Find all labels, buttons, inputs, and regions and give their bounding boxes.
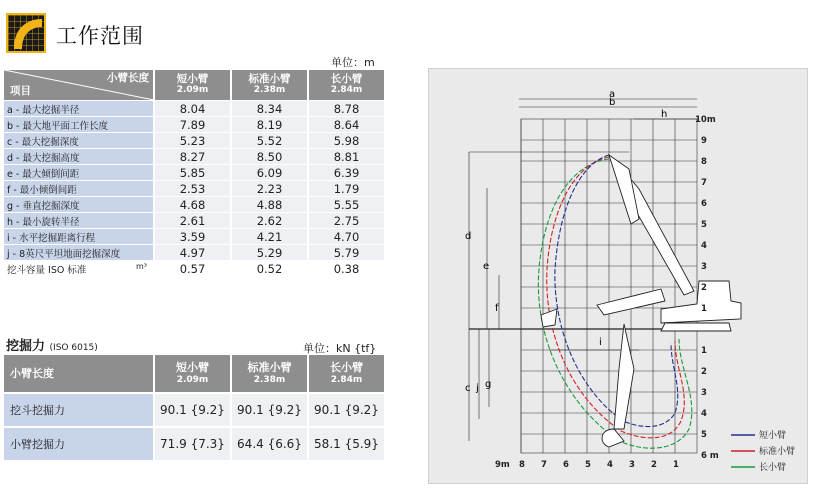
- cell-value: 5.55: [308, 197, 384, 213]
- y-label: 6: [701, 199, 707, 209]
- x-label: 3: [629, 460, 635, 470]
- legend-label-long-arm: 长小臂: [759, 463, 787, 473]
- legend-label-short-arm: 短小臂: [759, 431, 787, 441]
- y-label: 10m: [695, 115, 716, 125]
- dimension-lines: [469, 99, 697, 441]
- cell-value: 5.79: [308, 245, 384, 261]
- row-label: h - 最小旋转半径: [4, 213, 154, 229]
- cell-value: 8.64: [308, 117, 384, 133]
- x-label: 6: [563, 460, 569, 470]
- y-label: 3: [701, 262, 707, 272]
- column-header-short-arm: 短小臂 2.09m: [154, 355, 231, 393]
- bucket-capacity-row: [4, 261, 384, 277]
- cell-value: 1.79: [308, 181, 384, 197]
- cell-value: 0.57: [154, 261, 231, 277]
- dim-label-h: h: [661, 109, 668, 120]
- cell-value: 5.98: [308, 133, 384, 149]
- dim-label-i: i: [599, 337, 602, 348]
- dim-label-j: j: [476, 383, 479, 394]
- cell-value: 6.39: [308, 165, 384, 181]
- cell-value: 8.81: [308, 149, 384, 165]
- digging-force-unit-label: 单位：kN {tf}: [303, 342, 377, 355]
- cell-value: 90.1 {9.2}: [308, 393, 384, 427]
- row-label: d - 最大挖掘高度: [4, 149, 154, 165]
- digging-force-title: 挖掘力 (ISO 6015): [6, 339, 98, 354]
- dim-label-e: e: [483, 261, 490, 272]
- arm-length-header: 小臂长度: [107, 72, 149, 84]
- y-label: 1: [701, 346, 707, 356]
- cell-value: 2.75: [308, 213, 384, 229]
- cell-value: 2.61: [154, 213, 231, 229]
- cell-value: 5.52: [231, 133, 308, 149]
- table-row: [4, 197, 384, 213]
- working-range-unit-label: 单位：m: [331, 56, 375, 69]
- digging-force-table: [4, 355, 384, 460]
- y-label: 2: [701, 367, 707, 377]
- cell-value: 4.97: [154, 245, 231, 261]
- row-label: g - 垂直挖掘深度: [4, 197, 154, 213]
- work-range-logo-icon: [6, 13, 46, 53]
- y-label: 7: [701, 178, 707, 188]
- y-label: 8: [701, 157, 707, 167]
- iso-standard-label: (ISO 6015): [49, 343, 98, 353]
- cell-value: 0.38: [308, 261, 384, 277]
- row-label: e - 最大倾倒间距: [4, 165, 154, 181]
- row-label: i - 水平挖掘距离行程: [4, 229, 154, 245]
- column-header-short-arm: 短小臂 2.09m: [154, 70, 231, 101]
- dim-label-b: b: [609, 97, 616, 108]
- table-row: [4, 229, 384, 245]
- y-label: 3: [701, 388, 707, 398]
- y-label: 6 m: [701, 451, 719, 461]
- working-range-table: [4, 70, 384, 276]
- cell-value: 4.68: [154, 197, 231, 213]
- row-label: 挖斗容量 ISO 标准 m³: [4, 261, 154, 277]
- row-label: c - 最大挖掘深度: [4, 133, 154, 149]
- y-label: 1: [701, 304, 707, 314]
- cell-value: 2.62: [231, 213, 308, 229]
- legend: [731, 429, 795, 473]
- table-corner-cell: [4, 70, 154, 101]
- row-label: a - 最大挖掘半径: [4, 101, 154, 117]
- table-row: [4, 133, 384, 149]
- row-label: 小臂挖掘力: [4, 427, 154, 460]
- dim-label-d: d: [465, 231, 472, 242]
- cell-value: 90.1 {9.2}: [231, 393, 308, 427]
- cell-value: 7.89: [154, 117, 231, 133]
- row-label: j - 8英尺平坦地面挖掘深度: [4, 245, 154, 261]
- cell-value: 5.23: [154, 133, 231, 149]
- working-range-diagram: [428, 68, 808, 484]
- y-label: 5: [701, 430, 707, 440]
- cell-value: 3.59: [154, 229, 231, 245]
- cell-value: 58.1 {5.9}: [308, 427, 384, 460]
- row-label: f - 最小倾倒间距: [4, 181, 154, 197]
- cell-value: 0.52: [231, 261, 308, 277]
- cell-value: 4.88: [231, 197, 308, 213]
- x-label: 2: [651, 460, 657, 470]
- cell-value: 2.53: [154, 181, 231, 197]
- excavator-silhouette: [541, 155, 741, 447]
- x-label: 8: [519, 460, 525, 470]
- table-row: [4, 393, 384, 427]
- cell-value: 6.09: [231, 165, 308, 181]
- table-row: [4, 117, 384, 133]
- table-row: [4, 165, 384, 181]
- item-header: 项目: [10, 85, 31, 97]
- x-label: 5: [585, 460, 591, 470]
- table-row: [4, 213, 384, 229]
- cell-value: 4.21: [231, 229, 308, 245]
- cell-value: 8.50: [231, 149, 308, 165]
- x-label: 1: [673, 460, 679, 470]
- grid: [521, 119, 697, 453]
- table-header-row: [4, 70, 384, 101]
- y-label: 4: [701, 409, 707, 419]
- row-label: 挖斗挖掘力: [4, 393, 154, 427]
- x-label: 9m: [495, 460, 510, 470]
- column-header-standard-arm: 标准小臂 2.38m: [231, 355, 308, 393]
- cell-value: 4.70: [308, 229, 384, 245]
- cell-value: 71.9 {7.3}: [154, 427, 231, 460]
- table-row: [4, 181, 384, 197]
- cell-value: 64.4 {6.6}: [231, 427, 308, 460]
- y-label: 9: [701, 136, 707, 146]
- y-label: 5: [701, 220, 707, 230]
- x-label: 4: [607, 460, 613, 470]
- cell-value: 90.1 {9.2}: [154, 393, 231, 427]
- dim-label-f: f: [495, 303, 499, 314]
- cell-value: 2.23: [231, 181, 308, 197]
- dim-label-c: c: [465, 383, 471, 394]
- column-header-standard-arm: 标准小臂 2.38m: [231, 70, 308, 101]
- cell-value: 8.04: [154, 101, 231, 117]
- cell-value: 8.27: [154, 149, 231, 165]
- table-header-row: [4, 355, 384, 393]
- x-axis-labels: [495, 460, 679, 470]
- arm-length-header: 小臂长度: [4, 355, 154, 393]
- legend-label-standard-arm: 标准小臂: [759, 447, 796, 457]
- dim-label-g: g: [485, 379, 492, 390]
- working-range-svg: [429, 69, 807, 483]
- bucket-unit: m³: [136, 261, 147, 271]
- dim-label-a: a: [609, 89, 616, 100]
- x-label: 7: [541, 460, 547, 470]
- y-label: 4: [701, 241, 707, 251]
- table-row: [4, 149, 384, 165]
- y-label: 2: [701, 283, 707, 293]
- table-row: [4, 101, 384, 117]
- table-row: [4, 427, 384, 460]
- cell-value: 8.19: [231, 117, 308, 133]
- column-header-long-arm: 长小臂 2.84m: [308, 70, 384, 101]
- table-row: [4, 245, 384, 261]
- cell-value: 8.34: [231, 101, 308, 117]
- row-label: b - 最大地平面工作长度: [4, 117, 154, 133]
- cell-value: 8.78: [308, 101, 384, 117]
- cell-value: 5.85: [154, 165, 231, 181]
- column-header-long-arm: 长小臂 2.84m: [308, 355, 384, 393]
- cell-value: 5.29: [231, 245, 308, 261]
- page-title: 工作范围: [56, 24, 144, 48]
